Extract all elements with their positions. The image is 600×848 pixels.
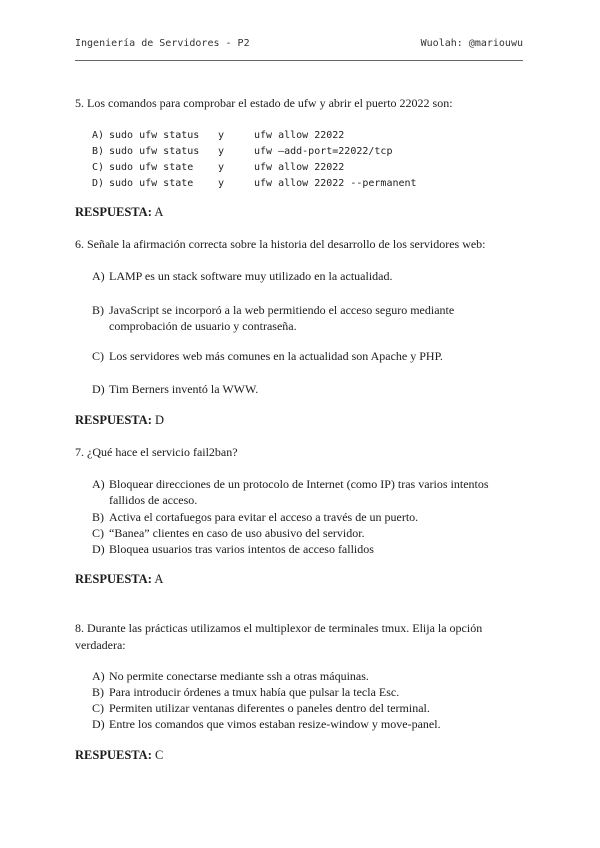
option-label: B) [92,303,104,317]
answer-label: RESPUESTA: [75,748,152,762]
option-label: D) [92,542,105,556]
header-divider [75,60,523,61]
q8-option-d [92,716,512,732]
q6-option-a [92,268,512,284]
q6-option-d [92,381,512,397]
option-conjunction: y [218,162,225,173]
option-conjunction: y [218,130,225,141]
q8-option-b [92,684,512,700]
option-command-2: ufw –add-port=22022/tcp [254,146,393,157]
option-text: No permite conectarse mediante ssh a otras máquinas. [109,669,369,683]
answer-label: RESPUESTA: [75,205,152,219]
q5-answer [75,205,163,220]
option-conjunction: y [218,178,225,189]
option-label: B) [92,146,105,157]
option-command-2: ufw allow 22022 [254,130,345,141]
option-command: sudo ufw state [109,162,194,173]
q8-option-a [92,668,512,684]
question-6-text: 6. Señale la afirmación correcta sobre la historia del desarrollo de los servidores web: [75,237,486,251]
option-text: Tim Berners inventó la WWW. [109,382,259,396]
option-command: sudo ufw status [109,130,200,141]
option-text: LAMP es un stack software muy utilizado en la actualidad. [109,269,393,283]
q7-option-b [92,509,512,525]
question-7-text: 7. ¿Qué hace el servicio fail2ban? [75,445,238,459]
header-course-title: Ingeniería de Servidores - P2 [75,38,250,49]
option-label: D) [92,717,105,731]
option-text: Para introducir órdenes a tmux había que pulsar la tecla Esc. [109,685,400,699]
q7-option-a [92,476,512,508]
option-text: “Banea” clientes en caso de uso abusivo del servidor. [109,526,365,540]
q8-option-c [92,700,512,716]
q8-answer [75,748,163,763]
q6-option-c [92,348,512,364]
option-label: A) [92,669,105,683]
answer-label: RESPUESTA: [75,413,152,427]
option-label: D) [92,382,105,396]
header-author: Wuolah: @mariouwu [420,38,523,49]
option-label: D) [92,178,105,189]
option-label: B) [92,685,104,699]
q7-option-c [92,525,512,541]
option-label: C) [92,526,104,540]
option-text: Bloquea usuarios tras varios intentos de acceso fallidos [109,542,374,556]
option-label: C) [92,162,105,173]
option-text: Los servidores web más comunes en la actualidad son Apache y PHP. [109,349,443,363]
q7-option-d [92,541,512,557]
option-label: C) [92,349,104,363]
option-label: B) [92,510,104,524]
answer-value: A [154,205,164,219]
option-text: Entre los comandos que vimos estaban resize-window y move-panel. [109,717,441,731]
option-text: Permiten utilizar ventanas diferentes o paneles dentro del terminal. [109,701,430,715]
option-command-2: ufw allow 22022 --permanent [254,178,417,189]
option-label: A) [92,130,105,141]
option-label: A) [92,269,105,283]
option-label: A) [92,477,105,491]
q7-answer [75,572,163,587]
option-command: sudo ufw state [109,178,194,189]
q6-option-b [92,302,512,334]
page-header [75,36,523,56]
answer-value: D [155,413,165,427]
option-label: C) [92,701,104,715]
option-command-2: ufw allow 22022 [254,162,345,173]
option-conjunction: y [218,146,225,157]
answer-value: C [155,748,164,762]
option-text: Activa el cortafuegos para evitar el acceso a través de un puerto. [109,510,419,524]
q6-answer [75,413,164,428]
option-command: sudo ufw status [109,146,200,157]
option-text: Bloquear direcciones de un protocolo de Internet (como IP) tras varios intentos fallidos de acceso. [109,477,489,507]
answer-value: A [154,572,164,586]
option-text: JavaScript se incorporó a la web permitiendo el acceso seguro mediante comprobación de usuario y contraseña. [109,303,455,333]
answer-label: RESPUESTA: [75,572,152,586]
question-8-text: 8. Durante las prácticas utilizamos el multiplexor de terminales tmux. Elija la opción verdadera: [75,621,483,652]
question-5-text: 5. Los comandos para comprobar el estado de ufw y abrir el puerto 22022 son: [75,96,453,110]
